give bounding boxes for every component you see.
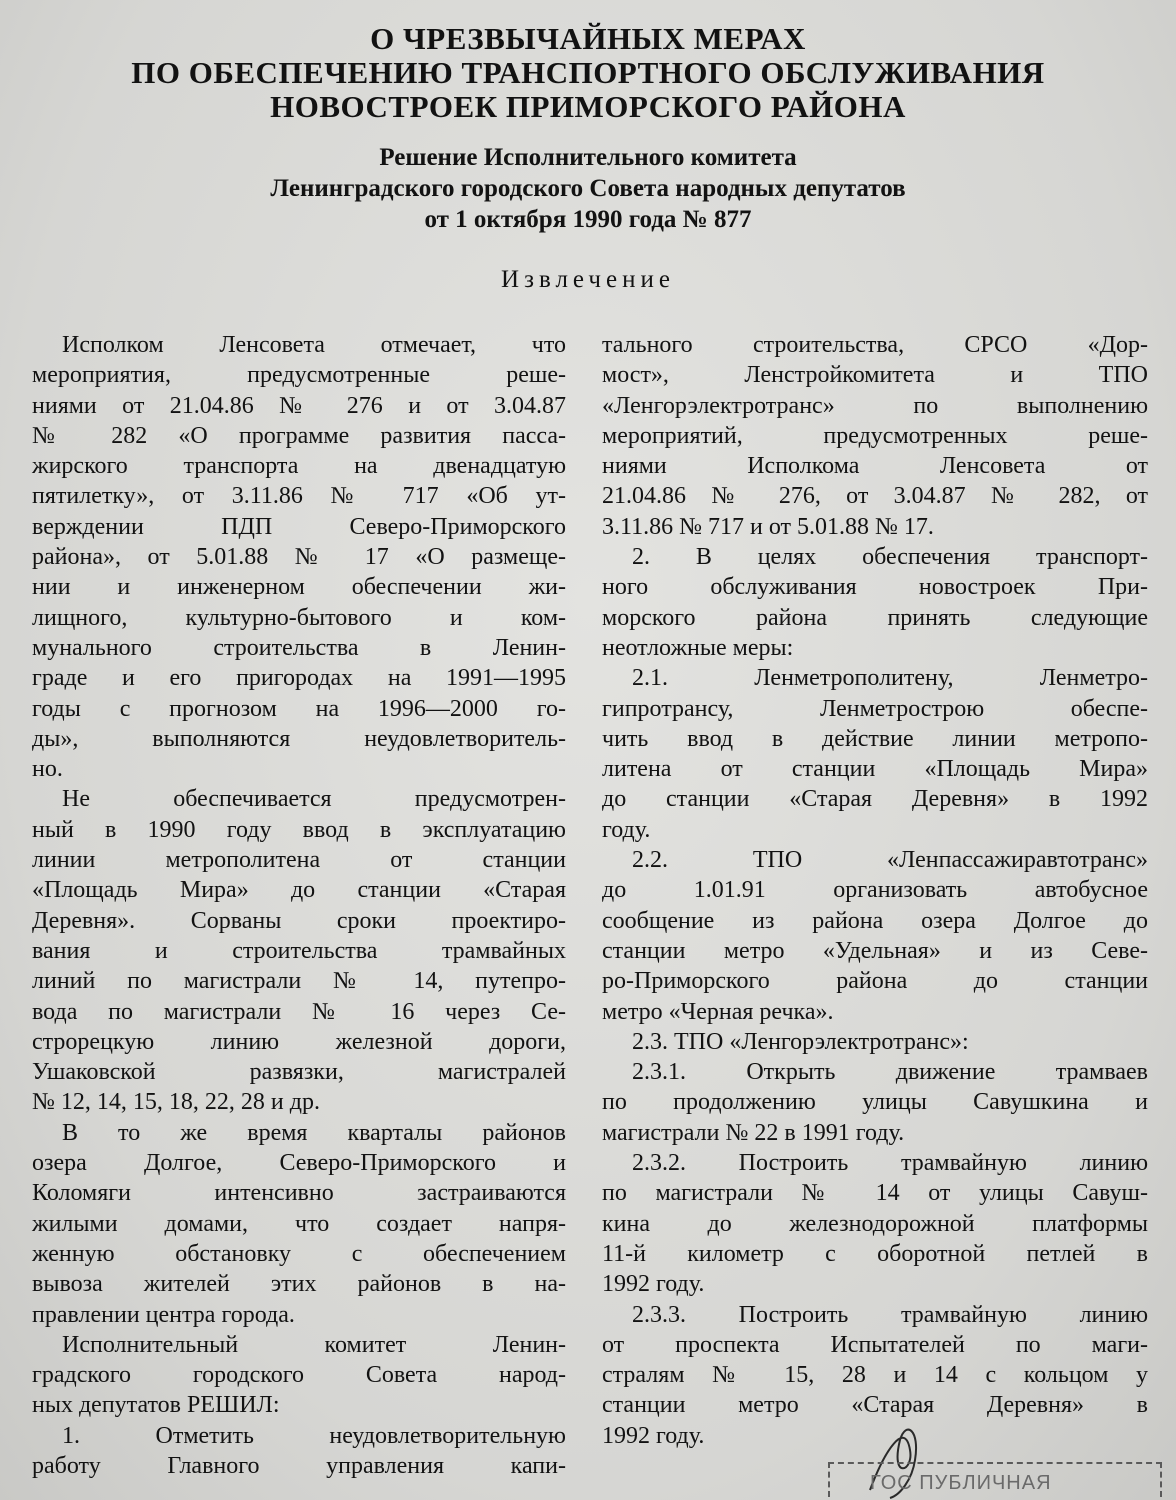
text-line: нии и инженерном обеспечении жи- bbox=[32, 574, 566, 601]
text-line: озера Долгое, Северо-Приморского и bbox=[32, 1150, 566, 1177]
text-line: 2.2. ТПО «Ленпассажиравтотранс» bbox=[632, 847, 1148, 874]
text-line: 21.04.86 № 276, от 3.04.87 № 282, от bbox=[602, 483, 1148, 510]
text-line: пятилетку», от 3.11.86 № 717 «Об ут- bbox=[32, 483, 566, 510]
text-line: до станции «Старая Деревня» в 1992 bbox=[602, 786, 1148, 813]
text-line: линий по магистрали № 14, путепро- bbox=[32, 968, 566, 995]
decision-heading bbox=[0, 142, 1176, 235]
decision-line: Решение Исполнительного комитета bbox=[379, 144, 797, 171]
text-line: по продолжению улицы Савушкина и bbox=[602, 1089, 1148, 1116]
excerpt-label: Извлечение bbox=[501, 266, 675, 293]
text-line: Исполнительный комитет Ленин- bbox=[62, 1331, 566, 1358]
left-column bbox=[32, 330, 566, 1481]
library-stamp bbox=[828, 1462, 1162, 1500]
text-line: 2.3.1. Открыть движение трамваев bbox=[632, 1059, 1148, 1086]
text-line: жилыми домами, что создает напря- bbox=[32, 1210, 566, 1237]
text-line: ро-Приморского района до станции bbox=[602, 968, 1148, 995]
text-line: женную обстановку с обеспечением bbox=[32, 1240, 566, 1267]
text-line: магистрали № 22 в 1991 году. bbox=[602, 1119, 905, 1146]
text-line: района», от 5.01.88 № 17 «О размеще- bbox=[32, 544, 566, 571]
text-line: от проспекта Испытателей по маги- bbox=[602, 1331, 1148, 1358]
right-column bbox=[602, 330, 1148, 1451]
title-line: О ЧРЕЗВЫЧАЙНЫХ МЕРАХ bbox=[370, 21, 806, 56]
text-line: 11-й километр с оборотной петлей в bbox=[602, 1240, 1148, 1267]
text-line: годы с прогнозом на 1996—2000 го- bbox=[32, 695, 566, 722]
text-line: году. bbox=[602, 816, 651, 843]
document-title bbox=[0, 22, 1176, 124]
text-line: № 282 «О программе развития пасса- bbox=[32, 422, 566, 449]
text-line: ных депутатов РЕШИЛ: bbox=[32, 1392, 280, 1419]
text-line: ниями Исполкома Ленсовета от bbox=[602, 453, 1148, 480]
text-line: вывоза жителей этих районов в на- bbox=[32, 1271, 566, 1298]
text-line: станции метро «Старая Деревня» в bbox=[602, 1392, 1148, 1419]
text-line: 2. В целях обеспечения транспорт- bbox=[632, 544, 1148, 571]
text-line: мост», Ленстройкомитета и ТПО bbox=[602, 362, 1148, 389]
text-line: кина до железнодорожной платформы bbox=[602, 1210, 1148, 1237]
text-line: гипротрансу, Ленметрострою обеспе- bbox=[602, 695, 1148, 722]
text-line: жирского транспорта на двенадцатую bbox=[32, 453, 566, 480]
text-line: 2.3.3. Построить трамвайную линию bbox=[632, 1301, 1148, 1328]
text-line: 1992 году. bbox=[602, 1422, 705, 1449]
text-line: 3.11.86 № 717 и от 5.01.88 № 17. bbox=[602, 513, 934, 540]
text-line: станции метро «Удельная» и из Севе- bbox=[602, 937, 1148, 964]
text-line: стралям № 15, 28 и 14 с кольцом у bbox=[602, 1362, 1148, 1389]
text-line: 2.3.2. Построить трамвайную линию bbox=[632, 1150, 1148, 1177]
decision-line: от 1 октября 1990 года № 877 bbox=[424, 206, 752, 233]
text-line: правлении центра города. bbox=[32, 1301, 295, 1328]
text-line: литена от станции «Площадь Мира» bbox=[602, 756, 1148, 783]
text-line: № 12, 14, 15, 18, 22, 28 и др. bbox=[32, 1089, 320, 1116]
text-line: метро «Черная речка». bbox=[602, 998, 834, 1025]
text-line: верждении ПДП Северо-Приморского bbox=[32, 513, 566, 540]
text-line: неотложные меры: bbox=[602, 634, 794, 661]
text-line: мунального строительства в Ленин- bbox=[32, 634, 566, 661]
text-line: градского городского Совета народ- bbox=[32, 1362, 566, 1389]
text-line: вания и строительства трамвайных bbox=[32, 937, 566, 964]
text-line: ниями от 21.04.86 № 276 и от 3.04.87 bbox=[32, 392, 566, 419]
text-line: 1992 году. bbox=[602, 1271, 705, 1298]
title-line: ПО ОБЕСПЕЧЕНИЮ ТРАНСПОРТНОГО ОБСЛУЖИВАНИЯ bbox=[131, 55, 1045, 90]
text-line: 2.3. ТПО «Ленгорэлектротранс»: bbox=[632, 1028, 969, 1055]
text-line: Ушаковской развязки, магистралей bbox=[32, 1059, 566, 1086]
text-line: 1. Отметить неудовлетворительную bbox=[62, 1422, 566, 1449]
text-line: ный в 1990 году ввод в эксплуатацию bbox=[32, 816, 566, 843]
text-line: Коломяги интенсивно застраиваются bbox=[32, 1180, 566, 1207]
title-line: НОВОСТРОЕК ПРИМОРСКОГО РАЙОНА bbox=[270, 89, 906, 124]
text-line: но. bbox=[32, 756, 63, 783]
text-line: морского района принять следующие bbox=[602, 604, 1148, 631]
text-line: мероприятий, предусмотренных реше- bbox=[602, 422, 1148, 449]
text-line: тального строительства, СРСО «Дор- bbox=[602, 332, 1148, 358]
text-line: сообщение из района озера Долгое до bbox=[602, 907, 1148, 934]
text-line: «Ленгорэлектротранс» по выполнению bbox=[602, 392, 1148, 419]
text-line: Исполком Ленсовета отмечает, что bbox=[62, 332, 566, 358]
text-line: 2.1. Ленметрополитену, Ленметро- bbox=[632, 665, 1148, 692]
text-line: до 1.01.91 организовать автобусное bbox=[602, 877, 1148, 904]
text-line: вода по магистрали № 16 через Се- bbox=[32, 998, 566, 1025]
text-line: лищного, культурно-бытового и ком- bbox=[32, 604, 566, 631]
text-line: В то же время кварталы районов bbox=[62, 1119, 566, 1146]
text-line: строрецкую линию железной дороги, bbox=[32, 1028, 566, 1055]
text-line: Деревня». Сорваны сроки проектиро- bbox=[32, 907, 566, 934]
text-line: Не обеспечивается предусмотрен- bbox=[62, 786, 566, 813]
text-line: по магистрали № 14 от улицы Савуш- bbox=[602, 1180, 1148, 1207]
text-line: ного обслуживания новостроек При- bbox=[602, 574, 1148, 601]
text-line: работу Главного управления капи- bbox=[32, 1452, 566, 1479]
decision-line: Ленинградского городского Совета народных депутатов bbox=[270, 175, 906, 202]
text-line: линии метрополитена от станции bbox=[32, 847, 566, 874]
text-line: мероприятия, предусмотренные реше- bbox=[32, 362, 566, 389]
stamp-text: ГОС ПУБЛИЧНАЯ bbox=[870, 1472, 1052, 1494]
text-line: «Площадь Мира» до станции «Старая bbox=[32, 877, 566, 904]
text-line: ды», выполняются неудовлетворитель- bbox=[32, 725, 566, 752]
text-line: чить ввод в действие линии метропо- bbox=[602, 725, 1148, 752]
text-line: граде и его пригородах на 1991—1995 bbox=[32, 665, 566, 692]
